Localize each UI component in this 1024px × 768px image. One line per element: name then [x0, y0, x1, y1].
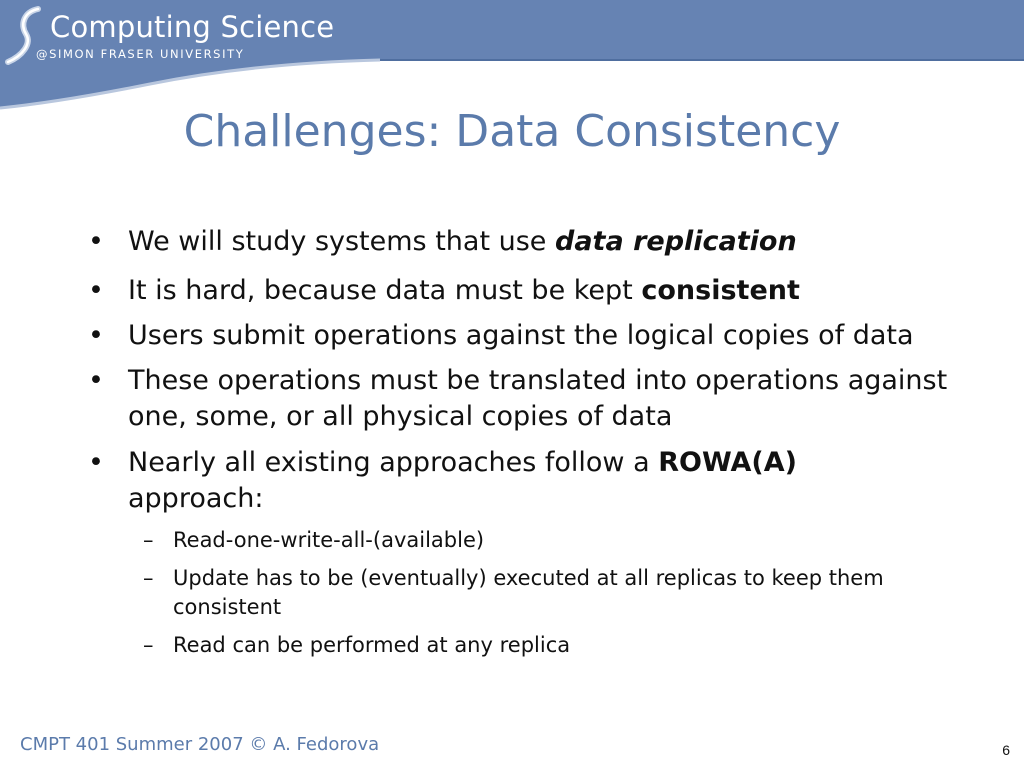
subbullet-item — [143, 564, 923, 622]
slide-title: Challenges: Data Consistency — [183, 106, 841, 157]
bullet-marker: • — [88, 447, 104, 478]
bullet-text: Users submit operations against the logical copies of data — [128, 320, 914, 351]
bullet-item — [88, 445, 948, 517]
bullet-emphasis: ROWA(A) — [658, 447, 798, 478]
bullet-item — [88, 363, 948, 435]
bullet-marker: • — [88, 226, 104, 257]
bullet-item — [88, 273, 948, 309]
subbullet-text: Read-one-write-all-(available) — [173, 528, 485, 552]
subbullet-text: Update has to be (eventually) executed at all replicas to keep them consistent — [173, 566, 884, 619]
bullet-item — [88, 224, 948, 260]
bullet-text: These operations must be translated into operations against one, some, or all physical copies of data — [128, 365, 948, 432]
subbullet-text: Read can be performed at any replica — [173, 633, 571, 657]
subbullet-item — [143, 631, 923, 660]
brand-subtitle: @SIMON FRASER UNIVERSITY — [36, 47, 245, 61]
bullet-text: We will study systems that use — [128, 226, 555, 257]
brand-title: Computing Science — [50, 10, 335, 44]
bullet-marker: • — [88, 275, 104, 306]
bullet-emphasis: data replication — [555, 226, 797, 257]
subbullet-item — [143, 526, 923, 555]
bullet-text: It is hard, because data must be kept — [128, 275, 642, 306]
bullet-marker: • — [88, 365, 104, 396]
dash-marker: – — [143, 633, 154, 657]
bullet-marker: • — [88, 320, 104, 351]
page-number: 6 — [1002, 742, 1010, 758]
dash-marker: – — [143, 528, 154, 552]
bullet-text: Nearly all existing approaches follow a — [128, 447, 659, 478]
footer-course-info: CMPT 401 Summer 2007 © A. Fedorova — [20, 734, 380, 755]
bullet-item — [88, 318, 948, 354]
bullet-text-continued: approach: — [128, 483, 264, 514]
bullet-emphasis: consistent — [641, 275, 800, 306]
dash-marker: – — [143, 566, 154, 590]
